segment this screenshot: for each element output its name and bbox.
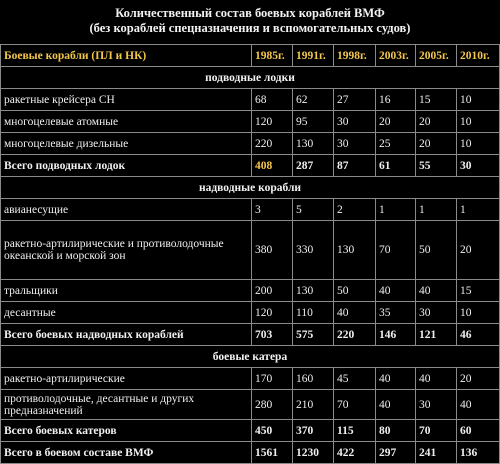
cell-value: 3 xyxy=(252,199,293,221)
cell-value: 40 xyxy=(416,280,457,302)
cell-value: 287 xyxy=(293,155,334,177)
table-row xyxy=(1,302,500,324)
cell-value: 130 xyxy=(334,221,376,280)
cell-value: 30 xyxy=(334,133,376,155)
cell-value: 30 xyxy=(416,302,457,324)
cell-value: 40 xyxy=(416,368,457,390)
cell-value: 16 xyxy=(376,89,416,111)
cell-value: 40 xyxy=(376,390,416,420)
cell-value: 1 xyxy=(416,199,457,221)
section-header: боевые катера xyxy=(1,346,500,368)
section-header: надводные корабли xyxy=(1,177,500,199)
table-row xyxy=(1,133,500,155)
cell-value: 1 xyxy=(376,199,416,221)
cell-value: 2 xyxy=(334,199,376,221)
cell-value: 20 xyxy=(416,111,457,133)
cell-value: 70 xyxy=(376,221,416,280)
cell-value: 1230 xyxy=(293,442,334,464)
cell-value: 60 xyxy=(457,420,500,442)
cell-value: 370 xyxy=(293,420,334,442)
cell-value: 61 xyxy=(376,155,416,177)
cell-value: 10 xyxy=(457,133,500,155)
row-label: ракетно-артилирические и противолодочные океанской и морской зон xyxy=(1,221,252,280)
row-label: авианесущие xyxy=(1,199,252,221)
cell-value: 68 xyxy=(252,89,293,111)
header-year: 2010г. xyxy=(457,45,500,67)
cell-value: 20 xyxy=(376,111,416,133)
cell-value: 15 xyxy=(457,280,500,302)
cell-value: 5 xyxy=(293,199,334,221)
cell-value: 10 xyxy=(457,302,500,324)
cell-value: 10 xyxy=(457,111,500,133)
header-year: 1991г. xyxy=(293,45,334,67)
header-row xyxy=(1,45,500,67)
cell-value: 20 xyxy=(416,133,457,155)
cell-value: 20 xyxy=(457,368,500,390)
row-label: многоцелевые дизельные xyxy=(1,133,252,155)
cell-value: 120 xyxy=(252,111,293,133)
cell-value: 40 xyxy=(334,302,376,324)
title-line-1: Количественный состав боевых кораблей ВМФ xyxy=(115,6,385,20)
cell-value: 210 xyxy=(293,390,334,420)
cell-value: 87 xyxy=(334,155,376,177)
row-label: тральщики xyxy=(1,280,252,302)
header-year: 2003г. xyxy=(376,45,416,67)
section-row xyxy=(1,67,500,89)
table-row xyxy=(1,89,500,111)
cell-value: 422 xyxy=(334,442,376,464)
section-row xyxy=(1,346,500,368)
cell-value: 25 xyxy=(376,133,416,155)
cell-value: 575 xyxy=(293,324,334,346)
cell-value: 241 xyxy=(416,442,457,464)
table-row xyxy=(1,420,500,442)
cell-value: 200 xyxy=(252,280,293,302)
title-line-2: (без кораблей спецназначения и вспомогательных судов) xyxy=(89,21,411,35)
section-header: подводные лодки xyxy=(1,67,500,89)
table-row xyxy=(1,324,500,346)
cell-value: 130 xyxy=(293,133,334,155)
fleet-table xyxy=(0,44,500,464)
cell-value: 220 xyxy=(334,324,376,346)
cell-value: 70 xyxy=(416,420,457,442)
cell-value: 70 xyxy=(334,390,376,420)
cell-value: 40 xyxy=(376,280,416,302)
table-row xyxy=(1,221,500,280)
cell-value: 95 xyxy=(293,111,334,133)
cell-value: 45 xyxy=(334,368,376,390)
cell-value: 170 xyxy=(252,368,293,390)
table-row xyxy=(1,442,500,464)
cell-value: 15 xyxy=(416,89,457,111)
header-year: 2005г. xyxy=(416,45,457,67)
cell-value: 50 xyxy=(416,221,457,280)
cell-value: 380 xyxy=(252,221,293,280)
cell-value: 330 xyxy=(293,221,334,280)
cell-value: 30 xyxy=(457,155,500,177)
cell-value: 703 xyxy=(252,324,293,346)
header-year: 1985г. xyxy=(252,45,293,67)
cell-value: 280 xyxy=(252,390,293,420)
cell-value: 115 xyxy=(334,420,376,442)
table-row xyxy=(1,199,500,221)
cell-value: 110 xyxy=(293,302,334,324)
cell-value: 20 xyxy=(457,221,500,280)
cell-value: 40 xyxy=(457,390,500,420)
table-row xyxy=(1,155,500,177)
cell-value: 10 xyxy=(457,89,500,111)
row-label: Всего боевых надводных кораблей xyxy=(1,324,252,346)
cell-value: 220 xyxy=(252,133,293,155)
table-row xyxy=(1,111,500,133)
cell-value: 30 xyxy=(334,111,376,133)
row-label: многоцелевые атомные xyxy=(1,111,252,133)
table-row xyxy=(1,368,500,390)
table-title xyxy=(0,6,500,36)
row-label: Всего подводных лодок xyxy=(1,155,252,177)
cell-value: 46 xyxy=(457,324,500,346)
cell-value: 130 xyxy=(293,280,334,302)
header-label: Боевые корабли (ПЛ и НК) xyxy=(1,45,252,67)
cell-value: 1561 xyxy=(252,442,293,464)
row-label: Всего боевых катеров xyxy=(1,420,252,442)
cell-value: 80 xyxy=(376,420,416,442)
cell-value: 62 xyxy=(293,89,334,111)
table-row xyxy=(1,390,500,420)
cell-value: 450 xyxy=(252,420,293,442)
cell-value: 120 xyxy=(252,302,293,324)
cell-value: 1 xyxy=(457,199,500,221)
row-label: ракетные крейсера СН xyxy=(1,89,252,111)
cell-value: 408 xyxy=(252,155,293,177)
row-label: десантные xyxy=(1,302,252,324)
cell-value: 121 xyxy=(416,324,457,346)
cell-value: 50 xyxy=(334,280,376,302)
row-label: Всего в боевом составе ВМФ xyxy=(1,442,252,464)
cell-value: 55 xyxy=(416,155,457,177)
cell-value: 146 xyxy=(376,324,416,346)
cell-value: 30 xyxy=(416,390,457,420)
header-year: 1998г. xyxy=(334,45,376,67)
row-label: ракетно-артилирические xyxy=(1,368,252,390)
cell-value: 35 xyxy=(376,302,416,324)
table-row xyxy=(1,280,500,302)
row-label: противолодочные, десантные и других предназначений xyxy=(1,390,252,420)
cell-value: 136 xyxy=(457,442,500,464)
cell-value: 160 xyxy=(293,368,334,390)
cell-value: 297 xyxy=(376,442,416,464)
cell-value: 27 xyxy=(334,89,376,111)
section-row xyxy=(1,177,500,199)
cell-value: 40 xyxy=(376,368,416,390)
